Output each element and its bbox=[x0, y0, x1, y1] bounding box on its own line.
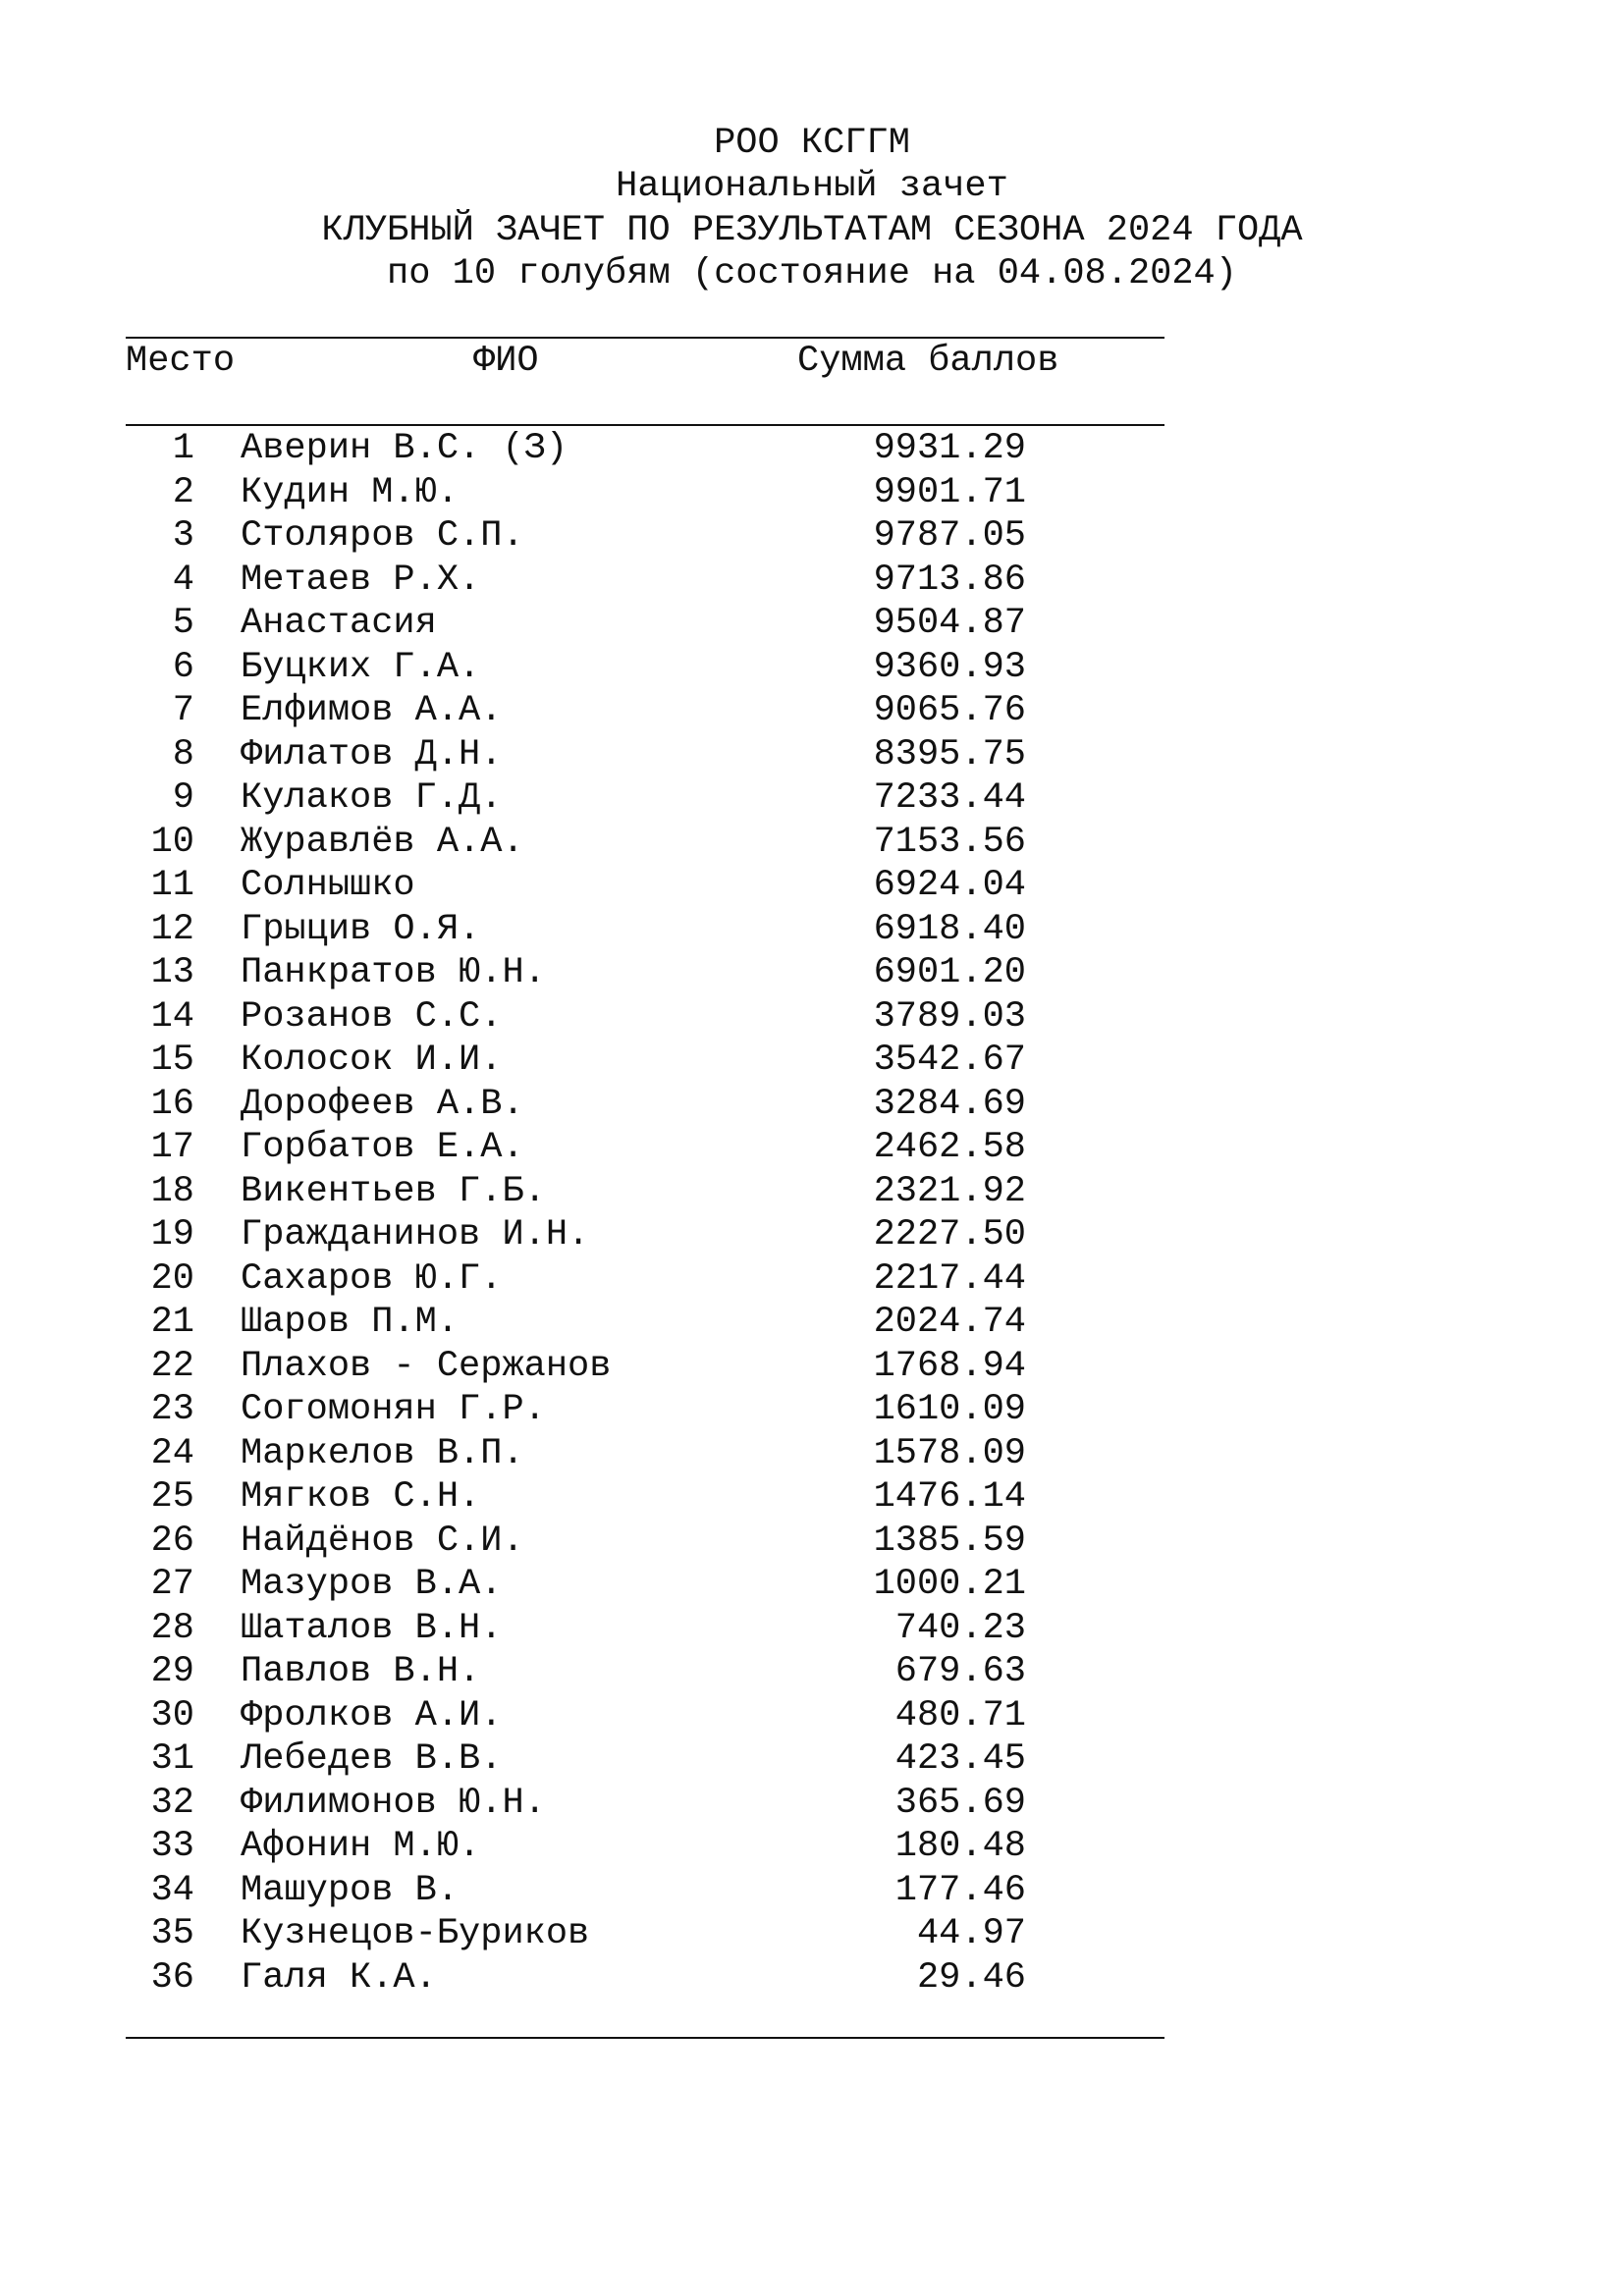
table-row bbox=[0, 514, 1624, 558]
score-cell: 6901.20 bbox=[873, 952, 1026, 993]
score-cell: 2321.92 bbox=[873, 1170, 1026, 1212]
name-cell: Гражданинов И.Н. bbox=[241, 1214, 590, 1255]
table-row bbox=[0, 1869, 1624, 1912]
score-cell: 9065.76 bbox=[873, 690, 1026, 731]
score-cell: 1476.14 bbox=[873, 1476, 1026, 1518]
table-row bbox=[0, 1782, 1624, 1825]
table-row bbox=[0, 776, 1624, 820]
score-cell: 2227.50 bbox=[873, 1214, 1026, 1255]
place-cell: 24 bbox=[150, 1432, 194, 1474]
competition-title: Национальный зачет bbox=[616, 166, 1008, 207]
score-cell: 9360.93 bbox=[873, 646, 1026, 688]
place-cell: 32 bbox=[150, 1782, 194, 1824]
report-title: КЛУБНЫЙ ЗАЧЕТ ПО РЕЗУЛЬТАТАМ СЕЗОНА 2024 ГОДА bbox=[321, 210, 1303, 251]
table-row bbox=[0, 1912, 1624, 1955]
score-cell: 29.46 bbox=[916, 1956, 1026, 1999]
score-cell: 6918.40 bbox=[873, 908, 1026, 950]
name-cell: Филимонов Ю.Н. bbox=[241, 1782, 546, 1824]
place-cell: 2 bbox=[172, 471, 194, 513]
top-rule bbox=[126, 337, 1164, 339]
name-cell: Мягков С.Н. bbox=[241, 1476, 481, 1518]
table-row bbox=[0, 1475, 1624, 1519]
place-cell: 14 bbox=[150, 995, 194, 1038]
place-cell: 29 bbox=[150, 1651, 194, 1692]
place-cell: 19 bbox=[150, 1214, 194, 1255]
score-cell: 7233.44 bbox=[873, 777, 1026, 819]
name-cell: Елфимов А.А. bbox=[241, 690, 503, 731]
table-row bbox=[0, 602, 1624, 645]
place-cell: 18 bbox=[150, 1170, 194, 1212]
name-cell: Столяров С.П. bbox=[241, 515, 524, 557]
score-cell: 480.71 bbox=[894, 1694, 1026, 1736]
name-cell: Кудин М.Ю. bbox=[241, 471, 460, 513]
score-cell: 180.48 bbox=[894, 1826, 1026, 1867]
place-cell: 36 bbox=[150, 1956, 194, 1999]
table-row bbox=[0, 1301, 1624, 1344]
table-row bbox=[0, 689, 1624, 732]
table-row bbox=[0, 559, 1624, 602]
table-row bbox=[0, 1607, 1624, 1650]
table-row bbox=[0, 427, 1624, 470]
place-cell: 28 bbox=[150, 1607, 194, 1649]
place-cell: 10 bbox=[150, 821, 194, 863]
column-header-score: Сумма баллов bbox=[797, 341, 1059, 382]
name-cell: Солнышко bbox=[241, 865, 415, 906]
header-rule bbox=[126, 424, 1164, 426]
score-cell: 1578.09 bbox=[873, 1432, 1026, 1474]
column-header-name: ФИО bbox=[473, 341, 539, 382]
name-cell: Аверин В.С. (З) bbox=[241, 428, 568, 469]
name-cell: Машуров В. bbox=[241, 1869, 460, 1911]
score-cell: 1768.94 bbox=[873, 1345, 1026, 1387]
name-cell: Кулаков Г.Д. bbox=[241, 777, 503, 819]
place-cell: 30 bbox=[150, 1694, 194, 1736]
place-cell: 1 bbox=[172, 428, 194, 469]
table-row bbox=[0, 864, 1624, 907]
name-cell: Афонин М.Ю. bbox=[241, 1826, 481, 1867]
name-cell: Панкратов Ю.Н. bbox=[241, 952, 546, 993]
score-cell: 177.46 bbox=[894, 1869, 1026, 1911]
score-cell: 1385.59 bbox=[873, 1520, 1026, 1562]
table-row bbox=[0, 1345, 1624, 1388]
place-cell: 9 bbox=[172, 777, 194, 819]
score-cell: 423.45 bbox=[894, 1738, 1026, 1780]
table-row bbox=[0, 733, 1624, 776]
place-cell: 12 bbox=[150, 908, 194, 950]
place-cell: 27 bbox=[150, 1564, 194, 1605]
table-row bbox=[0, 1737, 1624, 1781]
score-cell: 2217.44 bbox=[873, 1257, 1026, 1300]
table-row bbox=[0, 646, 1624, 689]
score-cell: 44.97 bbox=[916, 1913, 1026, 1954]
score-cell: 679.63 bbox=[894, 1651, 1026, 1692]
name-cell: Анастасия bbox=[241, 603, 437, 644]
table-row bbox=[0, 1825, 1624, 1868]
name-cell: Колосок И.И. bbox=[241, 1040, 503, 1081]
score-cell: 9901.71 bbox=[873, 471, 1026, 513]
place-cell: 15 bbox=[150, 1040, 194, 1081]
table-row bbox=[0, 1650, 1624, 1693]
name-cell: Буцких Г.А. bbox=[241, 646, 481, 688]
name-cell: Маркелов В.П. bbox=[241, 1432, 524, 1474]
place-cell: 5 bbox=[172, 603, 194, 644]
place-cell: 16 bbox=[150, 1083, 194, 1125]
table-row bbox=[0, 951, 1624, 994]
score-cell: 3284.69 bbox=[873, 1083, 1026, 1125]
place-cell: 31 bbox=[150, 1738, 194, 1780]
report-subtitle: по 10 голубям (состояние на 04.08.2024) bbox=[387, 253, 1237, 294]
score-cell: 2462.58 bbox=[873, 1127, 1026, 1168]
score-cell: 9931.29 bbox=[873, 428, 1026, 469]
table-row bbox=[0, 821, 1624, 864]
name-cell: Шаров П.М. bbox=[241, 1302, 460, 1343]
name-cell: Галя К.А. bbox=[241, 1956, 437, 1999]
place-cell: 20 bbox=[150, 1257, 194, 1300]
place-cell: 21 bbox=[150, 1302, 194, 1343]
table-row bbox=[0, 1432, 1624, 1475]
score-cell: 1610.09 bbox=[873, 1389, 1026, 1430]
table-row bbox=[0, 995, 1624, 1039]
place-cell: 11 bbox=[150, 865, 194, 906]
score-cell: 1000.21 bbox=[873, 1564, 1026, 1605]
bottom-rule bbox=[126, 2037, 1164, 2039]
name-cell: Павлов В.Н. bbox=[241, 1651, 481, 1692]
table-row bbox=[0, 1388, 1624, 1431]
place-cell: 25 bbox=[150, 1476, 194, 1518]
name-cell: Лебедев В.В. bbox=[241, 1738, 503, 1780]
name-cell: Розанов С.С. bbox=[241, 995, 503, 1038]
score-cell: 3789.03 bbox=[873, 995, 1026, 1038]
place-cell: 33 bbox=[150, 1826, 194, 1867]
place-cell: 6 bbox=[172, 646, 194, 688]
place-cell: 13 bbox=[150, 952, 194, 993]
place-cell: 17 bbox=[150, 1127, 194, 1168]
name-cell: Горбатов Е.А. bbox=[241, 1127, 524, 1168]
table-row bbox=[0, 1956, 1624, 2000]
score-cell: 7153.56 bbox=[873, 821, 1026, 863]
table-row bbox=[0, 1257, 1624, 1301]
table-row bbox=[0, 908, 1624, 951]
place-cell: 22 bbox=[150, 1345, 194, 1387]
table-row bbox=[0, 1083, 1624, 1126]
place-cell: 26 bbox=[150, 1520, 194, 1562]
name-cell: Шаталов В.Н. bbox=[241, 1607, 503, 1649]
table-row bbox=[0, 1126, 1624, 1169]
name-cell: Грыцив О.Я. bbox=[241, 908, 481, 950]
table-row bbox=[0, 1039, 1624, 1082]
name-cell: Фролков А.И. bbox=[241, 1694, 503, 1736]
table-row bbox=[0, 1170, 1624, 1213]
column-header-place: Место bbox=[126, 341, 236, 382]
place-cell: 23 bbox=[150, 1389, 194, 1430]
score-cell: 9713.86 bbox=[873, 559, 1026, 601]
place-cell: 4 bbox=[172, 559, 194, 601]
name-cell: Плахов - Сержанов bbox=[241, 1345, 612, 1387]
score-cell: 2024.74 bbox=[873, 1302, 1026, 1343]
org-title: РОО КСГГМ bbox=[714, 123, 910, 164]
score-cell: 9504.87 bbox=[873, 603, 1026, 644]
table-row bbox=[0, 1694, 1624, 1737]
place-cell: 7 bbox=[172, 690, 194, 731]
name-cell: Сахаров Ю.Г. bbox=[241, 1257, 503, 1300]
place-cell: 3 bbox=[172, 515, 194, 557]
name-cell: Согомонян Г.Р. bbox=[241, 1389, 546, 1430]
score-cell: 6924.04 bbox=[873, 865, 1026, 906]
name-cell: Метаев Р.Х. bbox=[241, 559, 481, 601]
place-cell: 34 bbox=[150, 1869, 194, 1911]
score-cell: 365.69 bbox=[894, 1782, 1026, 1824]
score-cell: 8395.75 bbox=[873, 733, 1026, 775]
score-cell: 740.23 bbox=[894, 1607, 1026, 1649]
table-row bbox=[0, 1563, 1624, 1606]
place-cell: 35 bbox=[150, 1913, 194, 1954]
name-cell: Журавлёв А.А. bbox=[241, 821, 524, 863]
name-cell: Найдёнов С.И. bbox=[241, 1520, 524, 1562]
name-cell: Филатов Д.Н. bbox=[241, 733, 503, 775]
name-cell: Мазуров В.А. bbox=[241, 1564, 503, 1605]
name-cell: Дорофеев А.В. bbox=[241, 1083, 524, 1125]
table-row bbox=[0, 1520, 1624, 1563]
name-cell: Викентьев Г.Б. bbox=[241, 1170, 546, 1212]
score-cell: 3542.67 bbox=[873, 1040, 1026, 1081]
score-cell: 9787.05 bbox=[873, 515, 1026, 557]
table-row bbox=[0, 471, 1624, 514]
place-cell: 8 bbox=[172, 733, 194, 775]
name-cell: Кузнецов-Буриков bbox=[241, 1913, 590, 1954]
table-row bbox=[0, 1213, 1624, 1256]
